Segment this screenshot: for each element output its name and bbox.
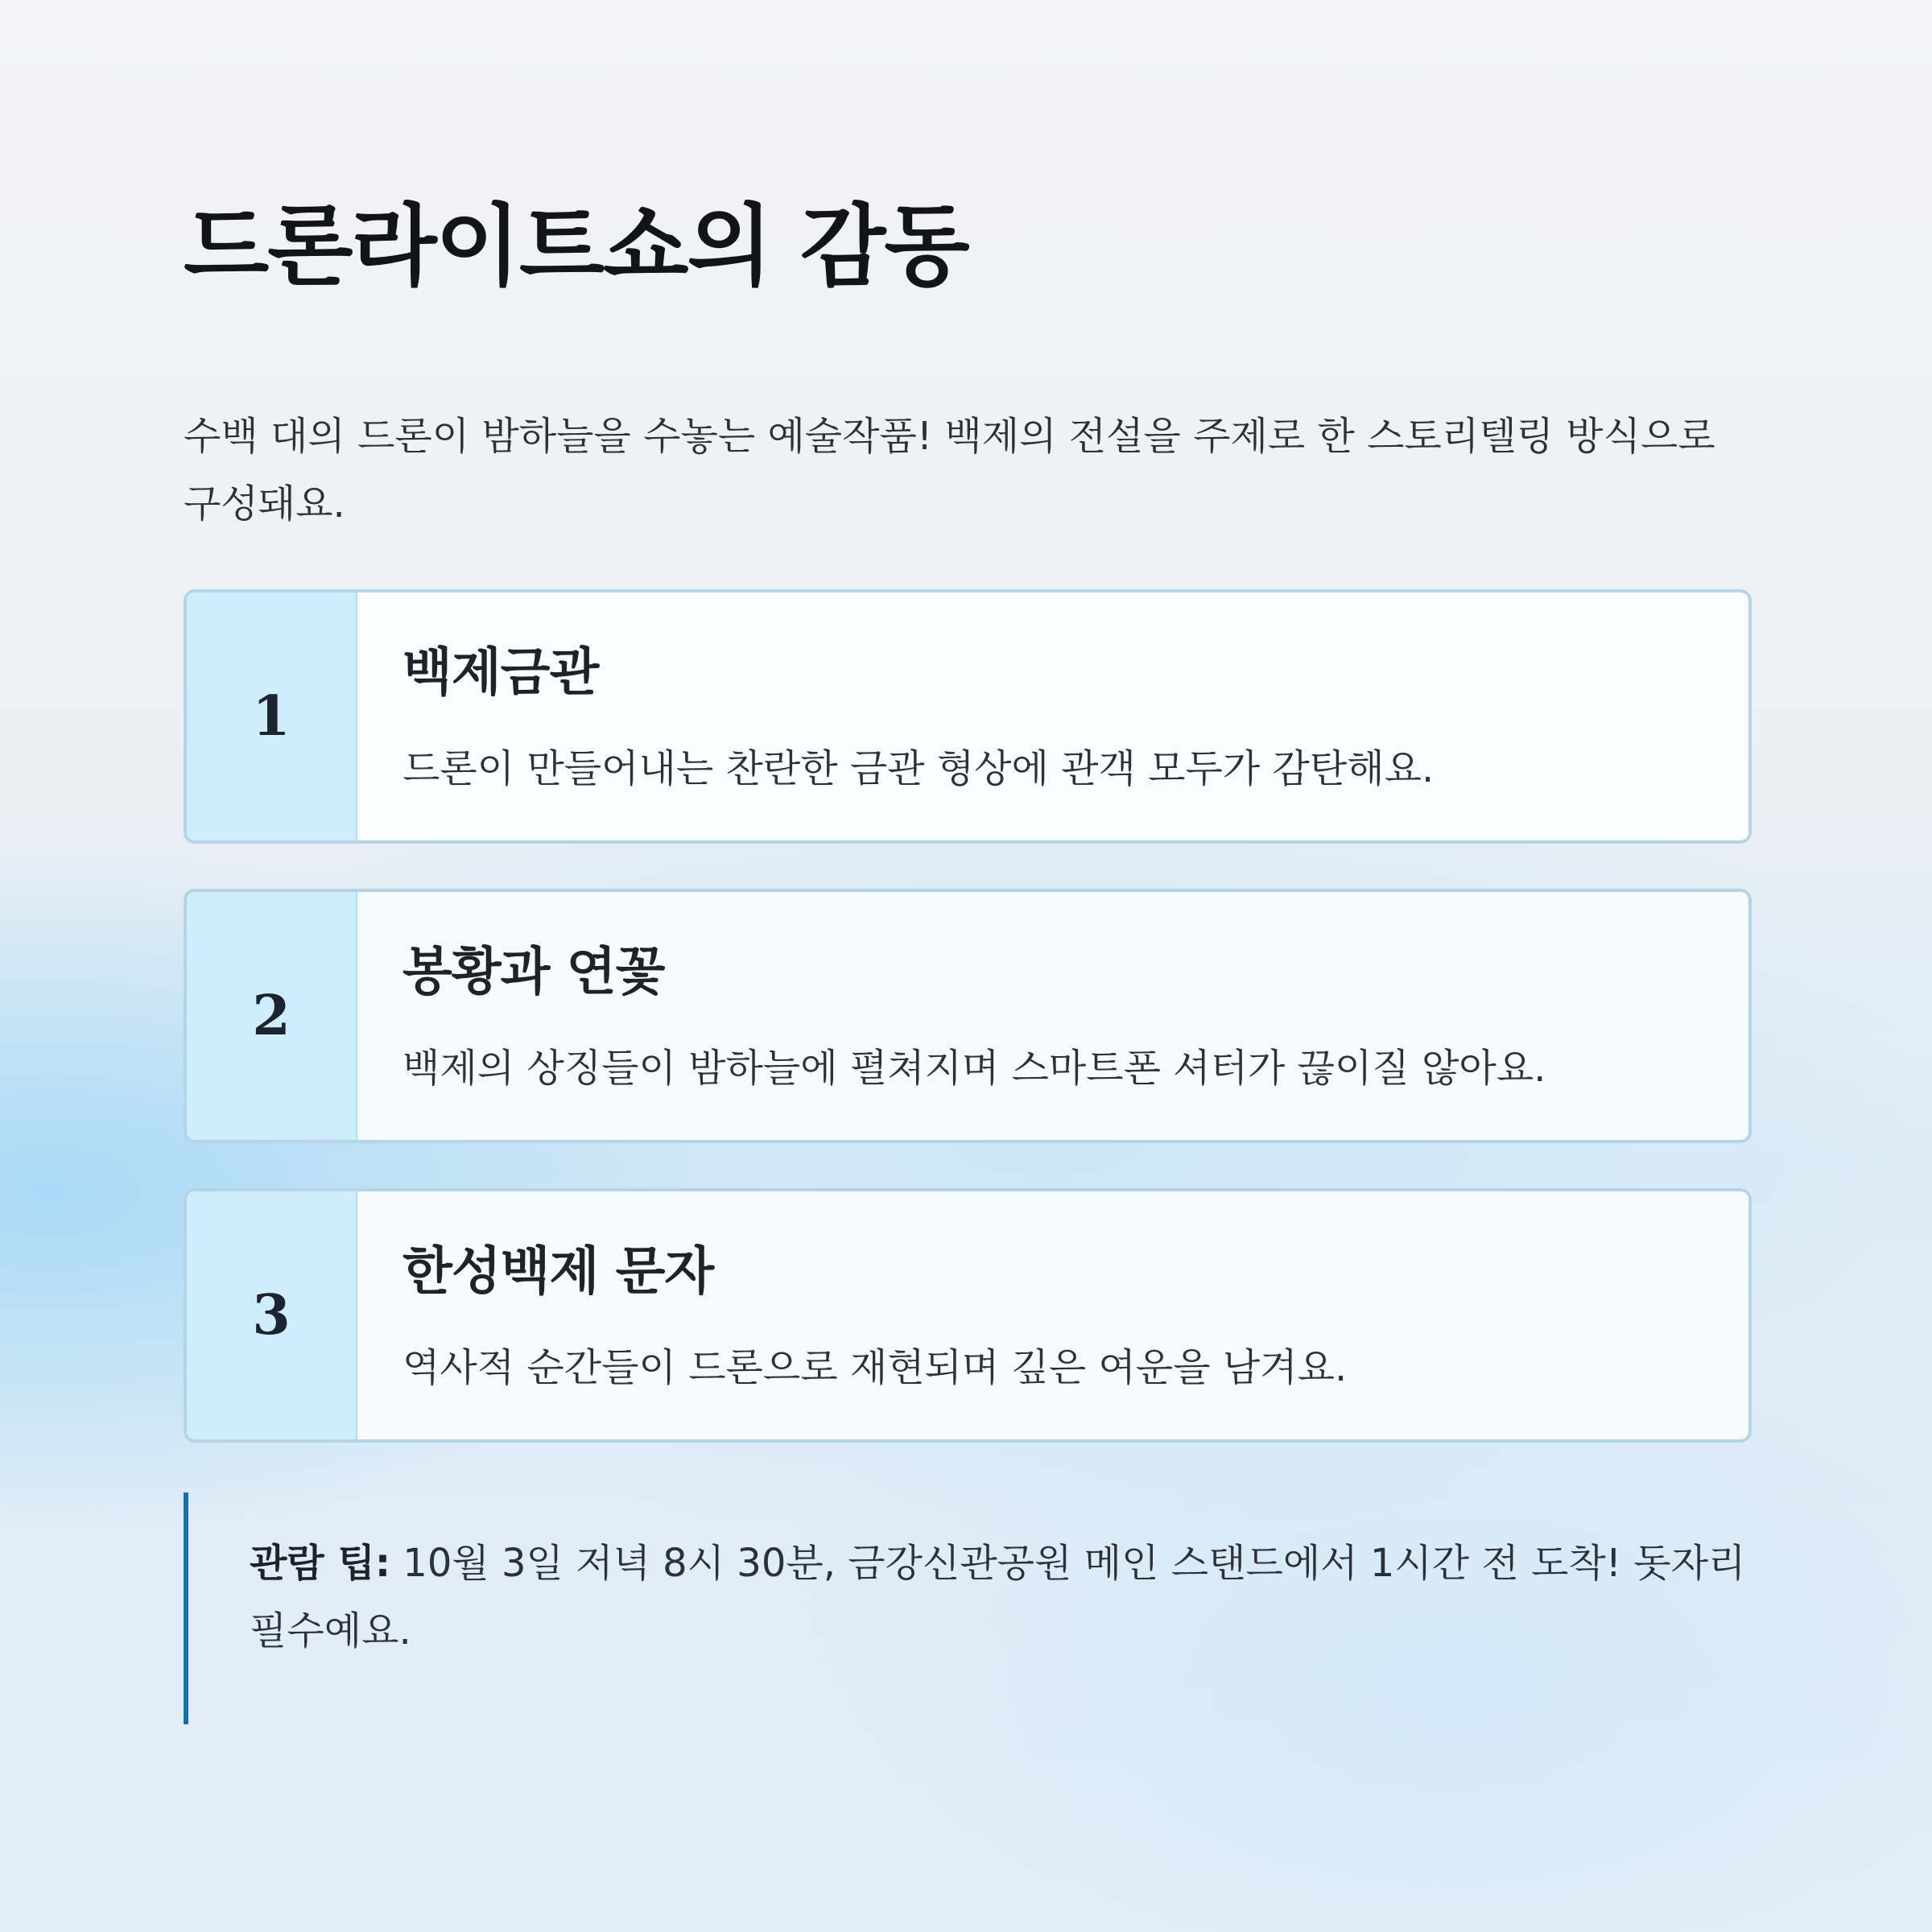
scene-card-3 — [184, 1188, 1752, 1443]
scene-card-2 — [184, 889, 1752, 1143]
scene-title: 봉황과 연꽃 — [402, 943, 665, 1002]
tip-body: 10월 3일 저녁 8시 30분, 금강신관공원 메인 스탠드에서 1시간 전 도착! 돗자리 필수예요. — [250, 1541, 1746, 1653]
intro-text: 수백 대의 드론이 밤하늘을 수놓는 예술작품! 백제의 전설을 주제로 한 스토리텔링 방식으로 구성돼요. — [184, 414, 1715, 526]
scene-number: 1 — [252, 684, 291, 749]
scene-number: 3 — [252, 1283, 291, 1348]
tip-label: 관람 팁: — [250, 1541, 391, 1586]
scene-title: 한성백제 문자 — [402, 1242, 714, 1302]
page-title: 드론라이트쇼의 감동 — [184, 195, 968, 298]
scene-description: 드론이 만들어내는 찬란한 금관 형상에 관객 모두가 감탄해요. — [402, 746, 1435, 791]
viewing-tip-callout — [184, 1492, 1745, 1724]
tip-text — [250, 1530, 1750, 1665]
scene-number: 2 — [252, 984, 291, 1048]
scene-description: 백제의 상징들이 밤하늘에 펼쳐지며 스마트폰 셔터가 끊이질 않아요. — [402, 1046, 1546, 1091]
scene-title: 백제금관 — [402, 643, 599, 703]
scene-number-column — [187, 592, 357, 840]
scene-description: 역사적 순간들이 드론으로 재현되며 깊은 여운을 남겨요. — [402, 1345, 1348, 1390]
scene-card-1 — [184, 589, 1752, 844]
scene-number-column — [187, 1191, 357, 1439]
scene-number-column — [187, 892, 357, 1140]
